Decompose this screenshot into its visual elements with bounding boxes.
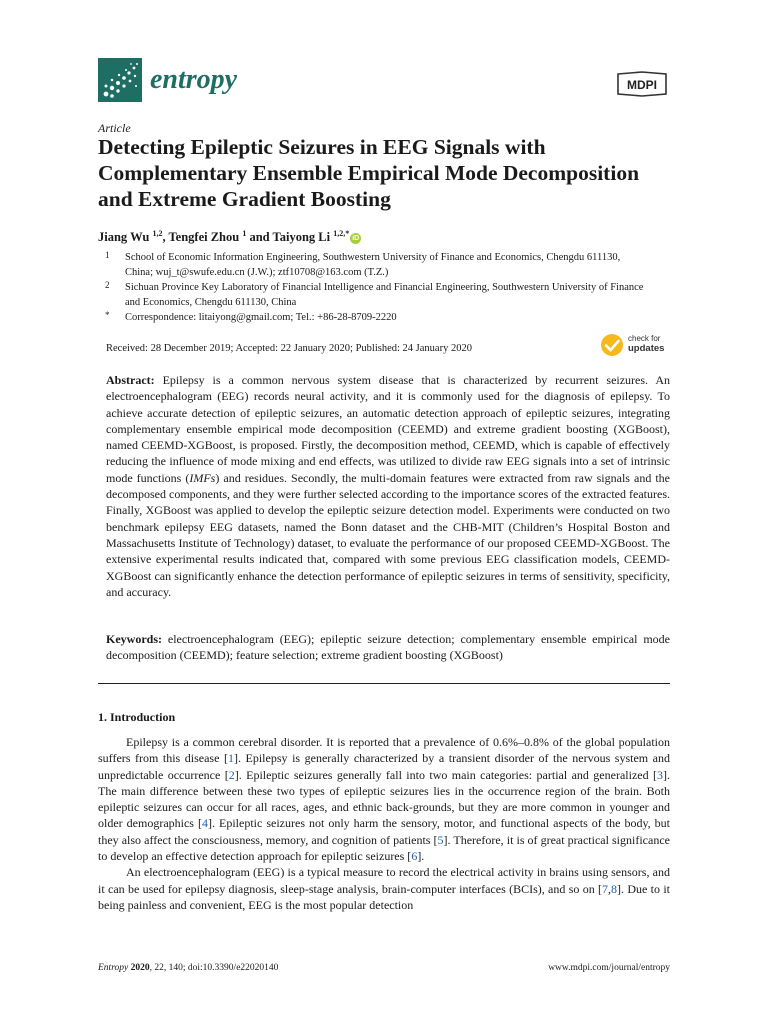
journal-name: entropy bbox=[150, 64, 238, 95]
citation-link[interactable]: 5 bbox=[437, 832, 444, 847]
check-updates-line1: check for bbox=[628, 334, 661, 343]
abstract-text: ) and residues. Secondly, the multi-domain features were extracted from raw signals and the decomposed components, and they were further selected according to the importance scores of the extracted features. Finally, XGBoost was applied to develop the epileptic seizure detection model. Experiments were conducted on two benchmark epilepsy EEG datasets, named the Bonn dataset and the CHB-MIT (Children’s Hospital Boston and Massachusetts Institute of Technology) dataset, to evaluate the performance of our proposed CEEMD-XGBoost. The extensive experimental results indicated that, compared with some previous EEG classification models, CEEMD-XGBoost can significantly enhance the detection performance of epileptic seizures in terms of sensitivity, specificity, and accuracy. bbox=[106, 470, 670, 599]
mdpi-logo-icon bbox=[614, 70, 670, 98]
paragraph-text: ]. Due to it being painless and convenient, EEG is the most popular detection bbox=[98, 881, 670, 912]
introduction-body bbox=[98, 734, 670, 913]
paragraph-text: ]. bbox=[417, 849, 425, 864]
publication-dates: Received: 28 December 2019; Accepted: 22 January 2020; Published: 24 January 2020 bbox=[106, 343, 472, 354]
citation-link[interactable]: 3 bbox=[657, 767, 663, 782]
paper-title: Detecting Epileptic Seizures in EEG Signals with Complementary Ensemble Empirical Mode Decomposition and Extreme Gradient Boosting bbox=[98, 135, 640, 211]
check-updates-line2: updates bbox=[628, 343, 665, 354]
keywords-label: Keywords: bbox=[106, 632, 162, 646]
paragraph bbox=[98, 864, 670, 913]
keywords-text: electroencephalogram (EEG); epileptic seizure detection; complementary ensemble empirical mode decomposition (CEEMD); feature selection; extreme gradient boosting (XGBoost) bbox=[106, 632, 670, 663]
section-heading: 1. Introduction bbox=[98, 710, 176, 724]
keywords bbox=[106, 631, 670, 664]
author-separator: , bbox=[162, 230, 169, 245]
affiliation-text: School of Economic Information Engineering, Southwestern University of Finance and Economics, Chengdu 611130, China; wuj_t@swufe.edu.cn (J.W.); ztf10708@163.com (T.Z.) bbox=[125, 252, 621, 278]
check-for-updates-badge[interactable] bbox=[600, 331, 680, 359]
journal-header bbox=[98, 58, 670, 104]
citation-link[interactable]: 7 bbox=[602, 881, 609, 896]
author-affil-sup: 1,2 bbox=[152, 229, 163, 238]
abstract-imfs: IMFs bbox=[189, 470, 216, 485]
author-name: Tengfei Zhou bbox=[168, 230, 240, 245]
author-affil-sup: 1,2,* bbox=[333, 229, 350, 238]
author-affil-sup: 1 bbox=[242, 229, 247, 238]
citation-link[interactable]: 1 bbox=[227, 751, 234, 766]
paragraph-text: ]. Therefore, it is of great practical significance to develop an effective detection approach for epileptic seizures [ bbox=[98, 832, 670, 864]
footer-citation bbox=[98, 963, 278, 973]
citation-link[interactable]: 6 bbox=[411, 849, 418, 864]
paragraph-text: ]. Epileptic seizures generally fall into two main categories: partial and generalized [ bbox=[234, 767, 657, 782]
citation-link[interactable]: 4 bbox=[202, 816, 208, 831]
affiliation-text: Sichuan Province Key Laboratory of Financial Intelligence and Financial Engineering, Southwestern University of Finance and Economics, Chengdu 611130, China bbox=[125, 282, 644, 308]
citation-link[interactable]: 8 bbox=[611, 881, 618, 896]
entropy-logo-icon bbox=[98, 58, 142, 102]
abstract-label: Abstract: bbox=[106, 373, 155, 387]
publisher-name: MDPI bbox=[627, 78, 657, 92]
author-list bbox=[98, 229, 361, 245]
footer-journal: Entropy bbox=[98, 963, 129, 973]
abstract-text: Epilepsy is a common nervous system disease that is characterized by recurrent seizures. An electroencephalogram (EEG) records neural activity, and it is commonly used for the diagnosis of epilepsy. To achieve accurate detection of epileptic seizures, an automatic detection approach of epileptic seizures, integrating complementary ensemble empirical mode decomposition (CEEMD) and extreme gradient boosting (XGBoost), named CEEMD-XGBoost, is proposed. Firstly, the decomposition method, CEEMD, which is capable of effectively reducing the influence of mode mixing and end effects, was utilized to divide raw EEG signals into a set of intrinsic mode functions ( bbox=[106, 373, 670, 485]
affiliation-marker: 2 bbox=[105, 280, 110, 290]
footer-year: 2020 bbox=[130, 963, 150, 973]
abstract bbox=[106, 372, 670, 600]
paragraph-text: Epilepsy is a common cerebral disorder. It is reported that a prevalence of 0.6%–0.8% of the global population suffers from this disease [ bbox=[98, 735, 670, 766]
footer-url[interactable]: www.mdpi.com/journal/entropy bbox=[548, 963, 670, 973]
citation-link[interactable]: 2 bbox=[228, 767, 235, 782]
paragraph-text: An electroencephalogram (EEG) is a typical measure to record the electrical activity in brains using sensors, and it can be used for epilepsy diagnosis, sleep-stage analysis, brain-computer interfaces (BCIs), and so on [ bbox=[98, 865, 670, 896]
affiliation-marker: * bbox=[105, 310, 110, 320]
paragraph bbox=[98, 734, 670, 864]
paragraph-text: ]. Epileptic seizures not only harm the sensory, motor, and functional aspects of the body, but they also affect the consciousness, memory, and cognition of patients [ bbox=[98, 816, 671, 847]
author-separator: and bbox=[246, 230, 273, 245]
article-type: Article bbox=[98, 121, 131, 135]
check-updates-icon bbox=[600, 333, 624, 357]
footer-doi: , 22, 140; doi:10.3390/e22020140 bbox=[149, 963, 279, 973]
paragraph-text: ]. Epilepsy is generally characterized by a transient disorder of the nervous system and unpredictable occurrence [ bbox=[98, 751, 671, 782]
author-name: Jiang Wu bbox=[98, 230, 150, 245]
correspondence-text: Correspondence: litaiyong@gmail.com; Tel.: +86-28-8709-2220 bbox=[125, 312, 397, 323]
section-divider bbox=[98, 683, 670, 684]
paragraph-text: , bbox=[608, 881, 612, 896]
paragraph-text: ]. The main difference between these two types of epileptic seizures lies in the occurrence region of the brain. Both epileptic seizures can occur for all races, ages, and ethnic back-grounds, but they are more common in younger and older demographics [ bbox=[98, 767, 670, 831]
author-name: Taiyong Li bbox=[272, 230, 331, 245]
affiliation-marker: 1 bbox=[105, 250, 110, 260]
orcid-icon[interactable]: iD bbox=[352, 234, 360, 242]
